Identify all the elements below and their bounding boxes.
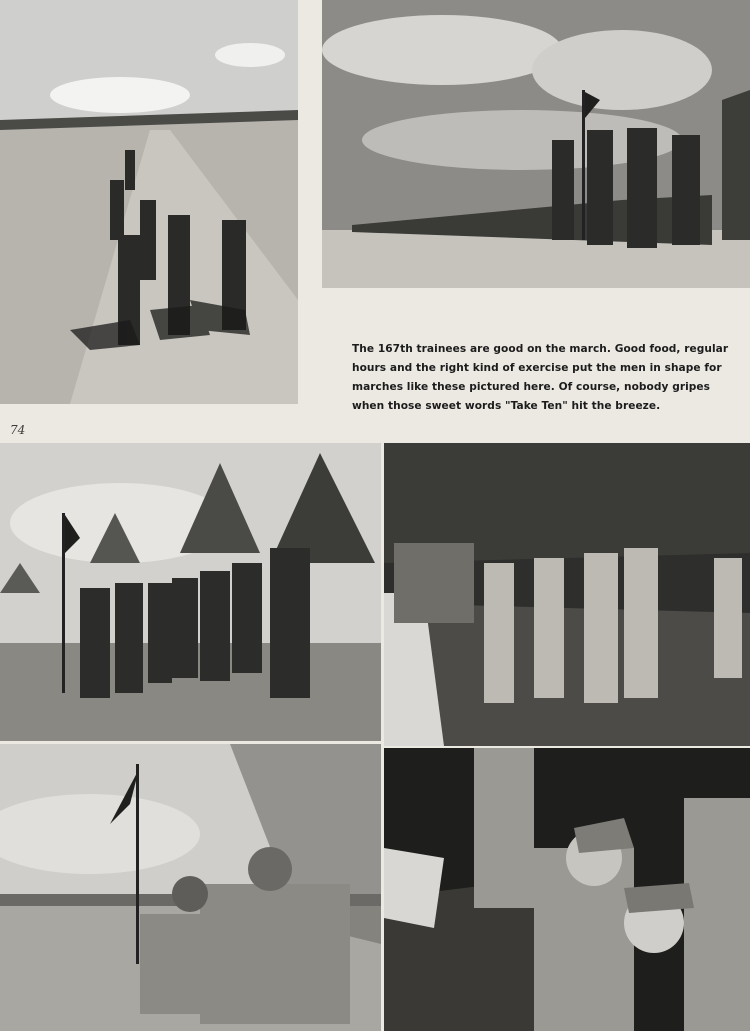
photo-marching-column-road [0,0,298,404]
photo-march-forest-road-icon [384,443,750,746]
photo-marching-column-road-icon [0,0,298,404]
photo-formation-pines-icon [0,443,381,741]
photo-caption: The 167th trainees are good on the march. Good food, regular hours and the right kind of exercise put the men in shape for marches like these pictured here. Of course, nobody gripes when those sweet words "Take Ten" hit the breeze. [352,343,729,412]
photo-soldier-drinking [384,748,750,1031]
photo-marching-column-flag [322,0,750,288]
photo-break-lighting-cigarette-icon [0,744,381,1031]
page-number: 74 [10,423,26,437]
photo-marching-column-flag-icon [322,0,750,288]
photo-break-lighting-cigarette [0,744,381,1031]
photo-soldier-drinking-icon [384,748,750,1031]
photo-formation-pines [0,443,381,741]
photo-march-forest-road [384,443,750,746]
